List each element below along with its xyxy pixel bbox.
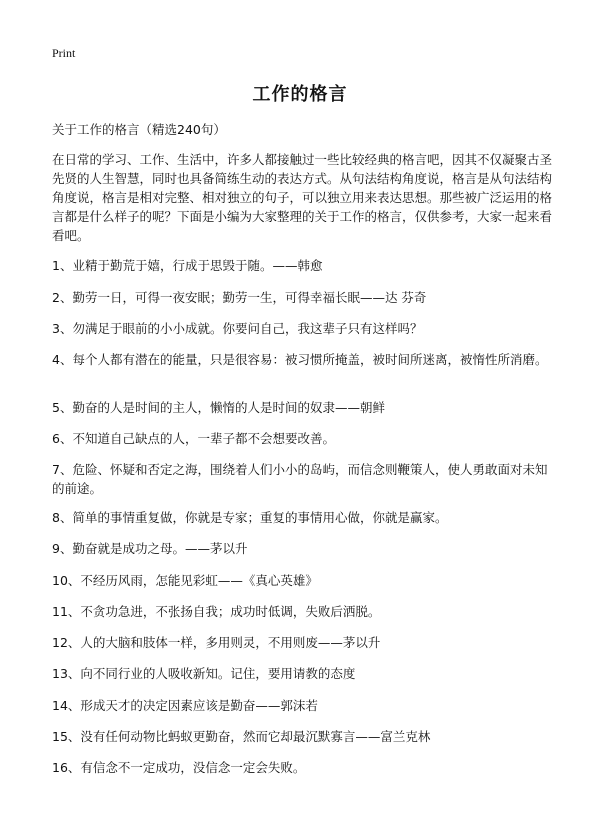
page-title: 工作的格言 bbox=[252, 84, 348, 105]
print-link[interactable]: Print bbox=[52, 46, 76, 60]
quote-item: 15、没有任何动物比蚂蚁更勤奋，然而它却最沉默寡言——富兰克林 bbox=[52, 729, 431, 744]
quote-item: 13、向不同行业的人吸收新知。记住，要用请教的态度 bbox=[52, 666, 356, 681]
quote-item: 9、勤奋就是成功之母。——茅以升 bbox=[52, 541, 248, 556]
quote-item: 3、勿满足于眼前的小小成就。你要问自己，我这辈子只有这样吗？ bbox=[52, 321, 423, 336]
quote-item: 1、业精于勤荒于嬉，行成于思毁于随。——韩愈 bbox=[52, 258, 323, 273]
quote-item: 4、每个人都有潜在的能量，只是很容易：被习惯所掩盖，被时间所迷离，被惰性所消磨。 bbox=[52, 352, 548, 367]
quote-item: 10、不经历风雨，怎能见彩虹——《真心英雄》 bbox=[52, 573, 318, 588]
quote-item: 2、勤劳一日，可得一夜安眠；勤劳一生，可得幸福长眠——达 芬奇 bbox=[52, 290, 427, 305]
quote-item: 7、危险、怀疑和否定之海，围绕着人们小小的岛屿，而信念则鞭策人，使人勇敢面对未知的前途。 bbox=[52, 462, 548, 496]
quote-item: 14、形成天才的决定因素应该是勤奋——郭沫若 bbox=[52, 698, 318, 713]
quote-item: 5、勤奋的人是时间的主人，懒惰的人是时间的奴隶——朝鲜 bbox=[52, 400, 385, 415]
quote-item: 6、不知道自己缺点的人，一辈子都不会想要改善。 bbox=[52, 431, 335, 446]
quote-item: 16、有信念不一定成功，没信念一定会失败。 bbox=[52, 760, 306, 775]
quote-item: 12、人的大脑和肢体一样，多用则灵，不用则废——茅以升 bbox=[52, 635, 381, 650]
quote-item: 8、简单的事情重复做，你就是专家；重复的事情用心做，你就是赢家。 bbox=[52, 510, 448, 525]
article-subtitle: 关于工作的格言（精选240句） bbox=[52, 122, 226, 137]
quote-item: 11、不贪功急进，不张扬自我；成功时低调，失败后洒脱。 bbox=[52, 604, 381, 619]
intro-paragraph: 在日常的学习、工作、生活中，许多人都接触过一些比较经典的格言吧，因其不仅凝聚古圣先贤的人生智慧，同时也具备简练生动的表达方式。从句法结构角度说，格言是从句法结构角度说，格言是相对完整、相对独立的句子，可以独立用来表达思想。那些被广泛运用的格言都是什么样子的呢？下面是小编为大家整理的关于工作的格言，仅供参考，大家一起来看看吧。 bbox=[52, 152, 553, 243]
